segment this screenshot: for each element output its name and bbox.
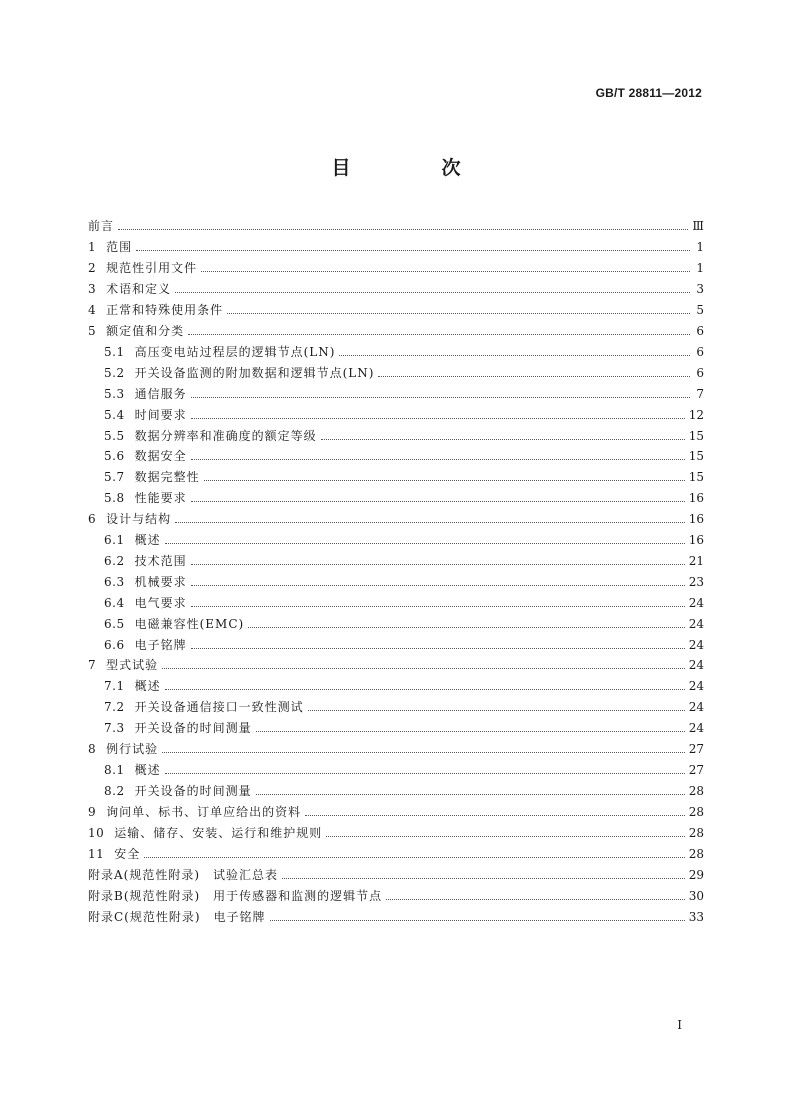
toc-entry-page: 24 <box>688 595 704 610</box>
toc-entry-title: 开关设备的时间测量 <box>134 721 252 736</box>
toc-entry-page: 23 <box>688 574 704 589</box>
toc-entry-title: 范围 <box>106 240 133 254</box>
toc-entry-number: 11 <box>88 846 105 861</box>
dot-leader <box>165 773 685 774</box>
dot-leader <box>191 585 685 586</box>
standard-number: GB/T 28811—2012 <box>595 86 702 100</box>
toc-entry-number: 5.7 <box>104 470 125 485</box>
dot-leader <box>191 648 685 649</box>
dot-leader <box>386 899 685 900</box>
toc-entry-page: 28 <box>688 825 704 840</box>
toc-entry-number: 5.1 <box>104 345 125 359</box>
toc-entry-number: 5.6 <box>104 449 125 464</box>
toc-entry-number: 5.2 <box>104 365 125 380</box>
toc-entry-page: 7 <box>696 386 704 401</box>
dot-leader <box>165 543 685 544</box>
toc-entry[interactable] <box>88 886 704 907</box>
toc-entry-title: 前言 <box>88 219 115 233</box>
dot-leader <box>204 480 685 481</box>
dot-leader <box>282 878 685 879</box>
toc-entry[interactable] <box>88 405 704 426</box>
toc-entry[interactable] <box>88 216 704 237</box>
toc-entry[interactable] <box>88 488 704 509</box>
toc-entry[interactable] <box>88 321 704 342</box>
page-title: 目 次 <box>331 157 497 179</box>
dot-leader <box>165 689 685 690</box>
toc-entry-number: 9 <box>88 804 97 819</box>
dot-leader <box>191 459 685 460</box>
toc-entry[interactable] <box>88 530 704 551</box>
dot-leader <box>162 752 685 753</box>
toc-entry-number: 1 <box>88 240 97 254</box>
toc-entry-page: 5 <box>696 303 704 317</box>
toc-entry-title: 数据分辨率和准确度的额定等级 <box>134 428 317 443</box>
toc-entry-title: 开关设备监测的附加数据和逻辑节点(LN) <box>134 365 375 380</box>
toc-entry-page: 15 <box>688 449 704 464</box>
toc-entry-title: 询问单、标书、订单应给出的资料 <box>106 804 302 819</box>
toc-entry-title: 术语和定义 <box>106 282 172 296</box>
page-number: I <box>677 1018 682 1032</box>
toc-entry-page: 27 <box>688 763 704 778</box>
toc-entry-page: 16 <box>688 512 704 527</box>
toc-entry-title: 机械要求 <box>134 574 187 589</box>
toc-entry[interactable] <box>88 384 704 405</box>
table-of-contents <box>88 216 704 928</box>
toc-entry[interactable] <box>88 844 704 865</box>
dot-leader <box>175 292 690 293</box>
toc-entry[interactable] <box>88 739 704 760</box>
toc-entry-title: 规范性引用文件 <box>106 261 198 275</box>
toc-entry-title: 通信服务 <box>134 386 187 401</box>
dot-leader <box>270 920 685 921</box>
toc-entry-page: 30 <box>688 888 704 903</box>
toc-entry-number: 7.1 <box>104 679 125 694</box>
toc-entry-page: 28 <box>688 784 704 799</box>
toc-entry-title: 电子铭牌 <box>134 637 187 652</box>
dot-leader <box>136 250 690 251</box>
toc-entry-number: 6.6 <box>104 637 125 652</box>
toc-entry-number: 8.2 <box>104 784 125 799</box>
toc-entry-title: 开关设备通信接口一致性测试 <box>134 700 304 715</box>
toc-entry-number: 6.4 <box>104 595 125 610</box>
toc-entry-page: 24 <box>688 637 704 652</box>
toc-entry[interactable] <box>88 342 704 363</box>
toc-entry-title: 额定值和分类 <box>106 324 185 338</box>
toc-entry-page: 24 <box>688 721 704 736</box>
dot-leader <box>175 522 685 523</box>
dot-leader <box>321 439 685 440</box>
dot-leader <box>305 815 685 816</box>
dot-leader <box>191 397 690 398</box>
toc-entry[interactable] <box>88 467 704 488</box>
toc-entry-page: 28 <box>688 846 704 861</box>
toc-entry-page: Ⅲ <box>692 219 704 233</box>
toc-entry[interactable] <box>88 823 704 844</box>
toc-entry-title: 设计与结构 <box>106 512 172 527</box>
dot-leader <box>191 564 685 565</box>
toc-entry[interactable] <box>88 614 704 635</box>
dot-leader <box>118 229 688 230</box>
toc-entry-number: 8 <box>88 742 97 757</box>
dot-leader <box>188 334 690 335</box>
toc-entry-page: 16 <box>688 533 704 548</box>
toc-entry-number: 8.1 <box>104 763 125 778</box>
dot-leader <box>256 794 685 795</box>
dot-leader <box>308 710 685 711</box>
dot-leader <box>144 857 684 858</box>
toc-entry-number: 6.5 <box>104 616 125 631</box>
toc-entry-page: 27 <box>688 742 704 757</box>
toc-entry-title: 运输、储存、安装、运行和维护规则 <box>114 825 323 840</box>
toc-entry-page: 24 <box>688 658 704 673</box>
toc-entry[interactable] <box>88 426 704 447</box>
toc-entry[interactable] <box>88 237 704 258</box>
toc-entry-page: 1 <box>696 261 704 275</box>
toc-entry-title: 概述 <box>134 763 161 778</box>
toc-entry-page: 1 <box>696 240 704 254</box>
toc-entry-number: 7 <box>88 658 97 673</box>
toc-entry-number: 5.3 <box>104 386 125 401</box>
toc-entry-page: 28 <box>688 804 704 819</box>
toc-entry-title: 附录C(规范性附录) 电子铭牌 <box>88 909 266 924</box>
toc-entry-number: 7.3 <box>104 721 125 736</box>
dot-leader <box>162 668 685 669</box>
toc-entry[interactable] <box>88 760 704 781</box>
toc-entry[interactable] <box>88 718 704 739</box>
toc-entry-page: 21 <box>688 554 704 569</box>
toc-entry-number: 6.3 <box>104 574 125 589</box>
toc-entry-page: 6 <box>696 345 704 359</box>
toc-entry-number: 7.2 <box>104 700 125 715</box>
toc-entry-title: 电磁兼容性(EMC) <box>134 616 245 631</box>
toc-entry-title: 电气要求 <box>134 595 187 610</box>
toc-entry-title: 数据安全 <box>134 449 187 464</box>
toc-entry-number: 6 <box>88 512 97 527</box>
toc-entry-number: 10 <box>88 825 105 840</box>
toc-entry-number: 5.8 <box>104 491 125 506</box>
toc-entry[interactable] <box>88 258 704 279</box>
dot-leader <box>227 313 690 314</box>
toc-entry-title: 开关设备的时间测量 <box>134 784 252 799</box>
toc-entry-number: 4 <box>88 303 97 317</box>
toc-entry-page: 16 <box>688 491 704 506</box>
dot-leader <box>339 355 690 356</box>
toc-entry-page: 6 <box>696 324 704 338</box>
toc-entry-number: 5.5 <box>104 428 125 443</box>
toc-entry-title: 附录B(规范性附录) 用于传感器和监测的逻辑节点 <box>88 888 383 903</box>
toc-entry-page: 24 <box>688 700 704 715</box>
dot-leader <box>191 418 685 419</box>
dot-leader <box>248 627 685 628</box>
toc-entry-page: 15 <box>688 428 704 443</box>
toc-entry[interactable] <box>88 802 704 823</box>
toc-entry[interactable] <box>88 907 704 928</box>
toc-entry[interactable] <box>88 865 704 886</box>
toc-entry-number: 6.1 <box>104 533 125 548</box>
toc-entry-page: 12 <box>688 407 704 422</box>
toc-entry[interactable] <box>88 509 704 530</box>
toc-entry-title: 例行试验 <box>106 742 159 757</box>
toc-entry-title: 概述 <box>134 533 161 548</box>
toc-entry[interactable] <box>88 655 704 676</box>
toc-entry-title: 安全 <box>114 846 141 861</box>
toc-entry[interactable] <box>88 551 704 572</box>
toc-entry-title: 正常和特殊使用条件 <box>106 303 224 317</box>
toc-entry-page: 29 <box>688 867 704 882</box>
dot-leader <box>191 501 685 502</box>
dot-leader <box>191 606 685 607</box>
dot-leader <box>378 376 690 377</box>
toc-entry-number: 3 <box>88 282 97 296</box>
dot-leader <box>256 731 685 732</box>
toc-entry-title: 附录A(规范性附录) 试验汇总表 <box>88 867 279 882</box>
dot-leader <box>201 271 690 272</box>
toc-entry-number: 5 <box>88 324 97 338</box>
toc-entry[interactable] <box>88 697 704 718</box>
toc-entry-page: 15 <box>688 470 704 485</box>
toc-entry-title: 概述 <box>134 679 161 694</box>
toc-entry[interactable] <box>88 781 704 802</box>
toc-entry-number: 5.4 <box>104 407 125 422</box>
toc-entry-title: 时间要求 <box>134 407 187 422</box>
toc-entry-page: 24 <box>688 616 704 631</box>
toc-entry-title: 性能要求 <box>134 491 187 506</box>
toc-entry-page: 24 <box>688 679 704 694</box>
toc-entry-page: 33 <box>688 909 704 924</box>
dot-leader <box>326 836 684 837</box>
toc-entry-title: 高压变电站过程层的逻辑节点(LN) <box>134 345 336 359</box>
toc-entry-number: 6.2 <box>104 554 125 569</box>
toc-entry-title: 数据完整性 <box>134 470 200 485</box>
toc-entry-title: 型式试验 <box>106 658 159 673</box>
toc-entry-page: 6 <box>696 365 704 380</box>
toc-entry[interactable] <box>88 572 704 593</box>
toc-entry[interactable] <box>88 279 704 300</box>
toc-entry[interactable] <box>88 446 704 467</box>
toc-entry-page: 3 <box>696 282 704 296</box>
toc-entry[interactable] <box>88 676 704 697</box>
toc-entry-title: 技术范围 <box>134 554 187 569</box>
toc-entry[interactable] <box>88 363 704 384</box>
toc-entry-number: 2 <box>88 261 97 275</box>
toc-entry[interactable] <box>88 300 704 321</box>
toc-entry[interactable] <box>88 635 704 656</box>
toc-entry[interactable] <box>88 593 704 614</box>
